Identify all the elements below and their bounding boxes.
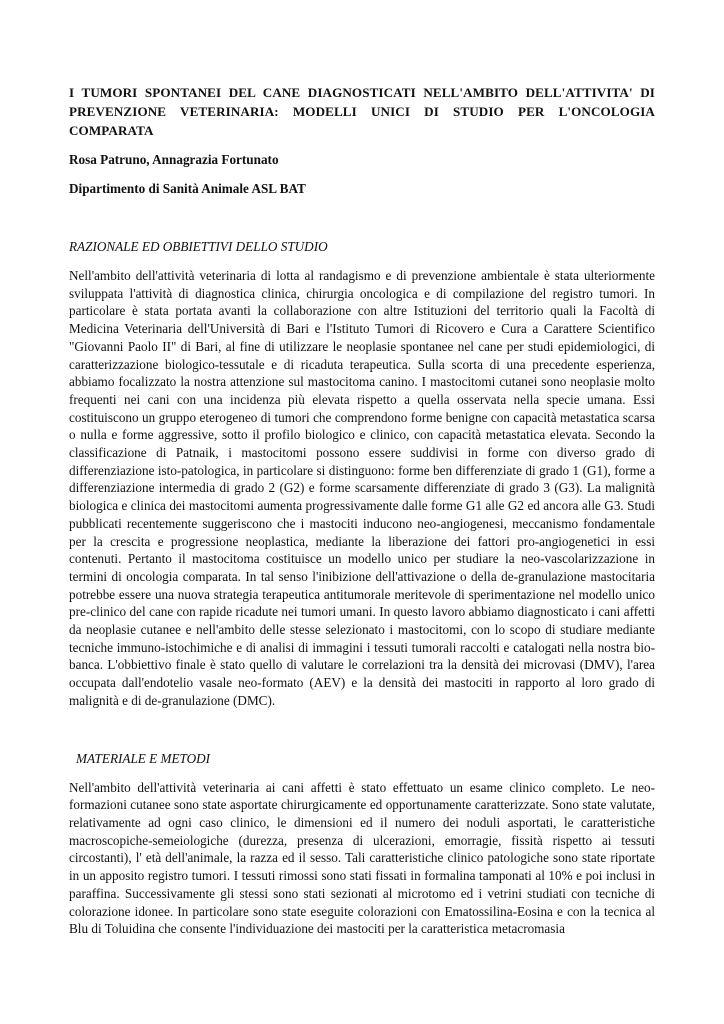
- section-heading-rationale: RAZIONALE ED OBBIETTIVI DELLO STUDIO: [69, 239, 328, 254]
- document-page: [69, 83, 655, 938]
- section-body-rationale: Nell'ambito dell'attività veterinaria di lotta al randagismo e di prevenzione ambientale è stata ulteriormente sviluppata l'attività di diagnostica clinica, chirurgia oncologica e di compilazione del registro tumori. In particolare è stata portata avanti la collaborazione con altre Istituzioni del territorio quali la Facoltà di Medicina Veterinaria dell'Università di Bari e l'Istituto Tumori di Ricovero e Cura a Carattere Scientifico "Giovanni Paolo II" di Bari, al fine di utilizzare le neoplasie spontanee nel cane per studi epidemiologici, di caratterizzazione biologico-tessutale e di ricaduta terapeutica. Sulla scorta di una precedente esperienza, abbiamo focalizzato la nostra attenzione sul mastocitoma canino. I mastocitomi cutanei sono neoplasie molto frequenti nei cani con una incidenza più elevata rispetto a quella osservata nella specie umana. Essi costituiscono un gruppo eterogeneo di tumori che comprendono forme benigne con capacità metastatica scarsa o nulla e forme aggressive, sotto il profilo biologico e clinico, con capacità metastatica elevata. Secondo la classificazione di Patnaik, i mastocitomi possono essere suddivisi in forme con diverso grado di differenziazione isto-patologica, in particolare si distinguono: forme ben differenziate di grado 1 (G1), forme a differenziazione intermedia di grado 2 (G2) e forme scarsamente differenziate di grado 3 (G3). La malignità biologica e clinica dei mastocitomi aumenta progressivamente dalle forme G1 alle G2 ed ancora alle G3. Studi pubblicati recentemente suggeriscono che i mastociti inducono neo-angiogenesi, meccanismo fondamentale per la crescita e progressione neoplastica, mediante la liberazione dei fattori pro-angiogenetici in essi contenuti. Pertanto il mastocitoma costituisce un modello unico per studiare la neo-vascolarizzazione in termini di oncologia comparata. In tal senso l'inibizione dell'attivazione o della de-granulazione mastocitaria potrebbe essere una nuova strategia terapeutica antitumorale meritevole di sperimentazione nel modello unico pre-clinico del cane con rapide ricadute nei tumori umani. In questo lavoro abbiamo diagnosticato i cani affetti da neoplasie cutanee e nell'ambito delle stesse selezionato i mastocitomi, con lo scopo di studiare mediante tecniche immuno-istochimiche e di analisi di immagini i tessuti tumorali raccolti e catalogati nella nostra bio-banca. L'obbiettivo finale è stato quello di valutare le correlazioni tra la densità dei microvasi (DMV), l'area occupata dall'endotelio vasale neo-formato (AEV) e la densità dei mastociti in rapporto al loro grado di malignità e di de-granulazione (DMC).: [69, 268, 655, 708]
- document-affiliation: Dipartimento di Sanità Animale ASL BAT: [69, 181, 306, 196]
- section-heading-methods: MATERIALE E METODI: [76, 750, 211, 766]
- section-body-methods: Nell'ambito dell'attività veterinaria ai cani affetti è stato effettuato un esame clinico completo. Le neo-formazioni cutanee sono state asportate chirurgicamente ed opportunamente caratterizzate. Sono state valutate, relativamente ad ogni caso clinico, le dimensioni ed il numero dei noduli asportati, le caratteristiche macroscopiche-semeiologiche (durezza, presenza di ulcerazioni, emorragie, fissità rispetto ai tessuti circostanti), l' età dell'animale, la razza ed il sesso. Tali caratteristiche clinico patologiche sono state riportate in un apposito registro tumori. I tessuti rimossi sono stati fissati in formalina tamponati al 10% e poi inclusi in paraffina. Successivamente gli stessi sono stati sezionati al microtomo ed i vetrini studiati con tecniche di colorazione idonee. In particolare sono state eseguite colorazioni con Ematossilina-Eosina e con la tecnica al Blu di Toluidina che consente l'individuazione dei mastociti per la caratteristica metacromasia: [69, 779, 655, 937]
- document-authors: Rosa Patruno, Annagrazia Fortunato: [69, 152, 279, 167]
- document-title: I TUMORI SPONTANEI DEL CANE DIAGNOSTICATI NELL'AMBITO DELL'ATTIVITA' DI PREVENZIONE VETERINARIA: MODELLI UNICI DI STUDIO PER L'ONCOLOGIA COMPARATA: [69, 85, 655, 138]
